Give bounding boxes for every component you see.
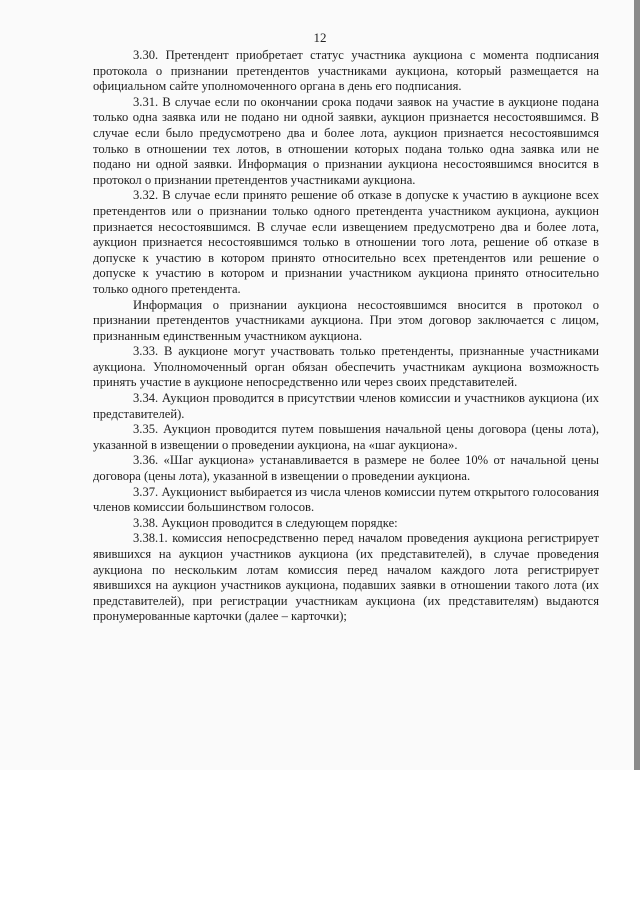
paragraph-3-33: 3.33. В аукционе могут участвовать только претенденты, признанные участниками аукциона. Уполномоченный орган обязан обеспечить участникам аукциона возможность принять участие в аукционе непосредственно или через своих представителей.: [93, 344, 599, 390]
blank-area: [0, 770, 640, 905]
paragraph-3-34: 3.34. Аукцион проводится в присутствии членов комиссии и участников аукциона (их представителей).: [93, 391, 599, 421]
paragraph-3-35: 3.35. Аукцион проводится путем повышения начальной цены договора (цены лота), указанной в извещении о проведении аукциона, на «шаг аукциона».: [93, 422, 599, 452]
paragraph-3-32: 3.32. В случае если принято решение об отказе в допуске к участию в аукционе всех претендентов или о признании только одного претендента участником аукциона, аукцион признается несостоявшимся. В случае если извещением предусмотрено два и более лота, аукцион признается несостоявшимся только в отношении того лота, решение об отказе в допуске к участию в котором принято относительно всех претендентов или решение о допуске к участию в котором и признании участником аукциона принято относительно только одного претендента.: [93, 188, 599, 296]
document-body: [93, 48, 599, 625]
paragraph-3-31: 3.31. В случае если по окончании срока подачи заявок на участие в аукционе подана только одна заявка или не подано ни одной заявки, аукцион признается несостоявшимся. В случае если было предусмотрено два и более лота, аукцион признается несостоявшимся только в отношении тех лотов, в отношении которых подана только одна заявка или не подано ни одной заявки. Информация о признании аукциона несостоявшимся вносится в протокол о признании претендентов участниками аукциона.: [93, 94, 599, 187]
paragraph-3-37: 3.37. Аукционист выбирается из числа членов комиссии путем открытого голосования членов комиссии большинством голосов.: [93, 484, 599, 515]
paragraph-3-38-1: 3.38.1. комиссия непосредственно перед началом проведения аукциона регистрирует явившихся на аукцион участников аукциона (их представителей), в случае проведения аукциона по нескольким лотам комиссия перед началом каждого лота регистрирует явившихся на аукцион участников аукциона, подавших заявки в отношении такого лота (их представителей), при регистрации участникам аукциона (их представителям) выдаются пронумерованные карточки (далее – карточки);: [93, 531, 599, 624]
paragraph-3-36: 3.36. «Шаг аукциона» устанавливается в размере не более 10% от начальной цены договора (цены лота), указанной в извещении о проведении аукциона.: [93, 453, 599, 484]
paragraph-3-32-info: Информация о признании аукциона несостоявшимся вносится в протокол о признании претендентов участниками аукциона. При этом договор заключается с лицом, признанным единственным участником аукциона.: [93, 297, 599, 343]
paragraph-3-38: 3.38. Аукцион проводится в следующем порядке:: [133, 515, 398, 530]
paragraph-3-30: 3.30. Претендент приобретает статус участника аукциона с момента подписания протокола о признании претендентов участниками аукциона, который размещается на официальном сайте уполномоченного органа в день его подписания.: [93, 48, 599, 94]
page-number: 12: [313, 30, 327, 45]
